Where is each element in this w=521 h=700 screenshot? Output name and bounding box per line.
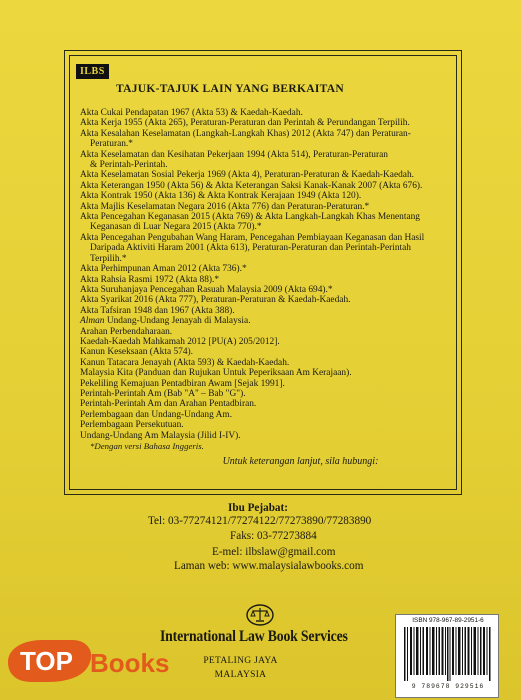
topbooks-logo-icon [2,632,182,692]
list-item: Akta Keselamatan Sosial Pekerja 1969 (Akta 4), Peraturan-Peraturan & Kaedah-Kaedah. [80,170,414,181]
isbn-barcode [395,614,499,698]
isbn-number: 9 789678 929516 [411,683,485,690]
list-item [80,316,450,326]
footnote: *Dengan versi Bahasa Inggeris. [90,441,204,451]
list-item: Akta Cukai Pendapatan 1967 (Akta 53) & Kaedah-Kaedah. [80,108,303,118]
list-item: Perintah-Perintah Am dan Arahan Pentadbiran. [80,399,257,410]
publisher-city: PETALING JAYA [203,656,278,666]
list-item: Akta Kesalahan Keselamatan (Langkah-Langkah Khas) 2012 (Akta 747) dan Peraturan- [80,128,411,139]
telephone: Tel: 03-77274121/77274122/77273890/77283890 [148,515,372,527]
list-item: Akta Perhimpunan Aman 2012 (Akta 736).* [80,264,247,275]
list-item: Akta Kontrak 1950 (Akta 136) & Akta Kontrak Kerajaan 1949 (Akta 120). [80,191,362,202]
list-item: Daripada Aktiviti Haram 2001 (Akta 613), Peraturan-Peraturan dan Perintah-Perintah [90,243,411,254]
list-item: Perlembagaan dan Undang-Undang Am. [80,409,233,420]
list-item: Terpilih.* [90,253,127,264]
office-heading: Ibu Pejabat: [228,502,288,514]
list-item: Pekeliling Kemajuan Pentadbiran Awam [Sejak 1991]. [80,378,285,389]
svg-text:Books: Books [90,648,170,678]
website: Laman web: www.malaysialawbooks.com [174,560,364,572]
isbn-label: ISBN 978-967-89-2951-6 [412,617,484,624]
list-item: & Perintah-Perintah. [90,160,168,171]
publisher-name: International Law Book Services [160,628,348,645]
list-item: Akta Syarikat 2016 (Akta 777), Peraturan-Peraturan & Kaedah-Kaedah. [80,295,351,306]
list-item: Akta Suruhanjaya Pencegahan Rasuah Malaysia 2009 (Akta 694).* [80,284,333,295]
svg-text:TOP: TOP [20,646,73,676]
list-item: Akta Kerja 1955 (Akta 265), Peraturan-Peraturan dan Perintah & Perundangan Terpilih. [80,118,410,129]
list-item: Akta Majlis Keselamatan Negara 2016 (Akta 776) dan Peraturan-Peraturan.* [80,201,370,212]
list-item: Akta Keselamatan dan Kesihatan Pekerjaan 1994 (Akta 514), Peraturan-Peraturan [80,149,388,160]
barcode-icon [404,627,492,681]
section-heading: TAJUK-TAJUK LAIN YANG BERKAITAN [116,83,344,95]
list-item-italic: Alman [80,316,105,327]
list-item: Akta Tafsiran 1948 dan 1967 (Akta 388). [80,305,235,316]
list-item: Akta Rahsia Rasmi 1972 (Akta 88).* [80,274,220,285]
list-item: Kanun Keseksaan (Akta 574). [80,347,193,358]
list-item: Akta Keterangan 1950 (Akta 56) & Akta Keterangan Saksi Kanak-Kanak 2007 (Akta 676). [80,180,423,191]
list-item-rest: Undang-Undang Jenayah di Malaysia. [106,316,251,327]
list-item: Akta Pencegahan Pengubahan Wang Haram, Pencegahan Pembiayaan Keganasan dan Hasil [80,232,425,243]
list-item: Peraturan.* [90,139,133,150]
list-item: Kaedah-Kaedah Mahkamah 2012 [PU(A) 205/2012]. [80,336,280,347]
publisher-country: MALAYSIA [214,670,267,680]
list-item: Arahan Perbendaharaan. [80,326,173,337]
ilbs-tag: ILBS [76,64,109,79]
contact-intro: Untuk keterangan lanjut, sila hubungi: [222,456,379,467]
list-item: Kanun Tatacara Jenayah (Akta 593) & Kaedah-Kaedah. [80,357,290,368]
fax: Faks: 03-77273884 [230,530,317,542]
list-item: Akta Pencegahan Keganasan 2015 (Akta 769) & Akta Langkah-Langkah Khas Menentang [80,212,420,223]
list-item: Perintah-Perintah Am (Bab "A" – Bab "G"). [80,388,246,399]
list-item: Undang-Undang Am Malaysia (Jilid I-IV). [80,430,241,441]
list-item: Perlembagaan Persekutuan. [80,420,184,431]
list-item: Keganasan di Luar Negara 2015 (Akta 770).* [90,222,262,233]
titles-list [80,108,450,451]
publisher-logo-icon [246,604,274,626]
email: E-mel: ilbslaw@gmail.com [212,546,336,558]
list-item: Malaysia Kita (Panduan dan Rujukan Untuk Peperiksaan Am Kerajaan). [80,368,352,379]
